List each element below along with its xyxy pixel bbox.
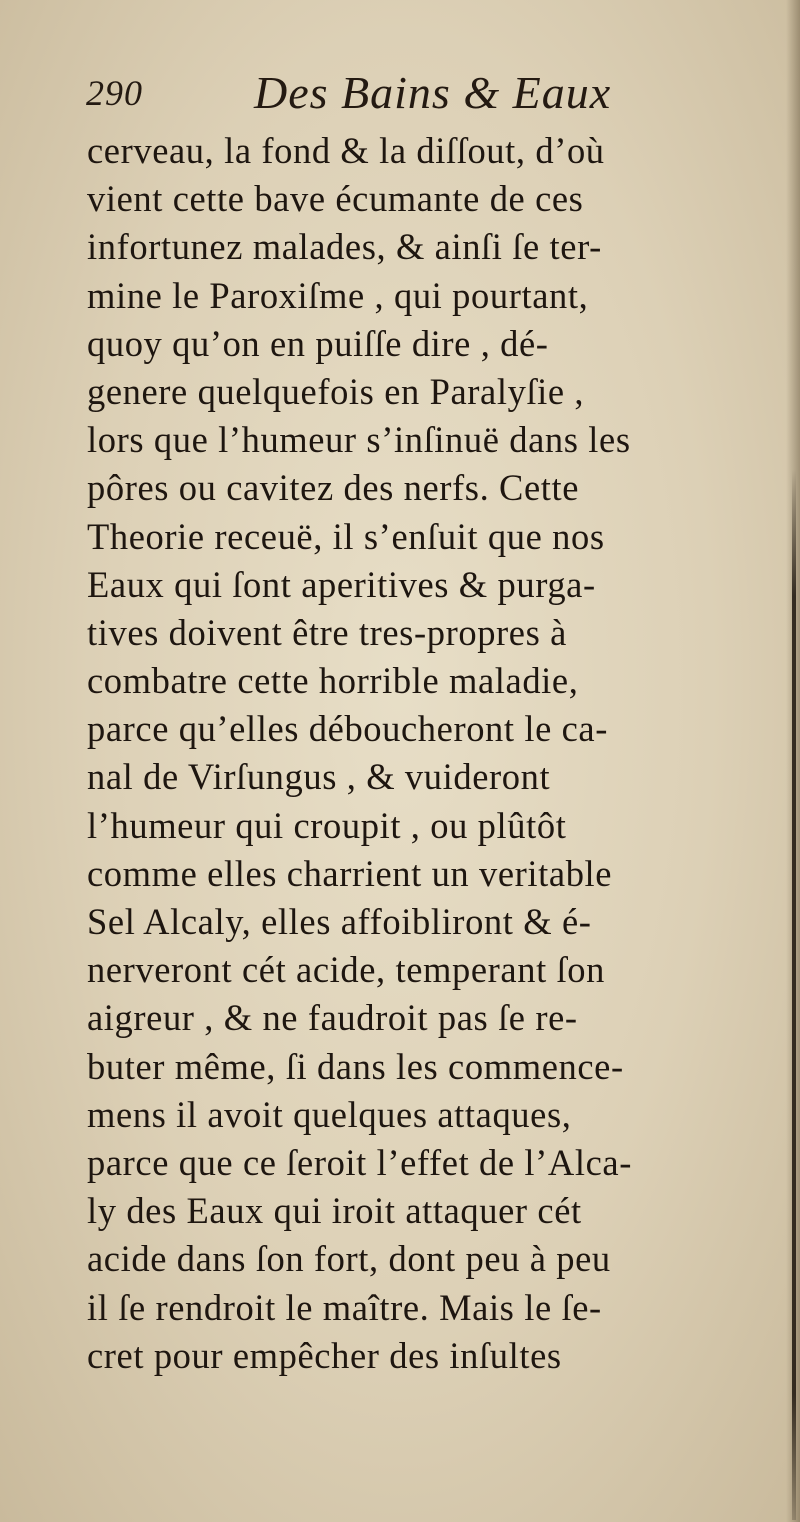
text-line: cerveau, la fond & la diſſout, d’où [87,130,605,171]
text-line: acide dans ſon fort, dont peu à peu [87,1238,611,1280]
text-line: quoy qu’on en puiſſe dire , dé- [87,322,549,364]
text-line: parce que ce ſeroit l’effet de l’Alca- [87,1141,632,1183]
running-title: Des Bains & Eaux [254,67,612,118]
page-number: 290 [86,73,143,113]
text-line: combatre cette horrible maladie, [87,660,579,702]
text-line: pôres ou cavitez des nerfs. Cette [87,467,580,509]
text-line: genere quelquefois en Paralyſie , [87,370,585,412]
text-line: parce qu’elles déboucheront le ca- [87,708,608,750]
text-line: Eaux qui ſont aperitives & purga- [87,563,596,605]
text-line: nerveront cét acide, temperant ſon [87,949,605,991]
text-line: mens il avoit quelques attaques, [87,1093,572,1135]
text-line: buter même, ſi dans les commence- [87,1045,624,1087]
text-line: Sel Alcaly, elles affoibliront & é- [87,901,592,942]
text-line: Theorie receuë, il s’enſuit que nos [87,515,605,557]
page-edge-rule [792,470,796,1520]
text-line: tives doivent être tres-propres à [87,611,567,653]
text-line: vient cette bave écumante de ces [87,178,584,220]
page-header [86,66,726,126]
body-text [87,127,767,1380]
text-line: l’humeur qui croupit , ou plûtôt [87,804,567,846]
text-line: mine le Paroxiſme , qui pourtant, [87,274,589,316]
text-line: infortunez malades, & ainſi ſe ter- [87,226,602,268]
text-line: lors que l’humeur s’inſinuë dans les [87,419,631,461]
text-line: ly des Eaux qui iroit attaquer cét [87,1190,582,1232]
text-line: aigreur , & ne faudroit pas ſe re- [87,997,578,1039]
text-line: cret pour empêcher des inſultes [87,1334,562,1376]
text-line: il ſe rendroit le maître. Mais le ſe- [87,1286,602,1328]
text-line: comme elles charrient un veritable [87,852,613,894]
text-line: nal de Virſungus , & vuideront [87,756,551,798]
